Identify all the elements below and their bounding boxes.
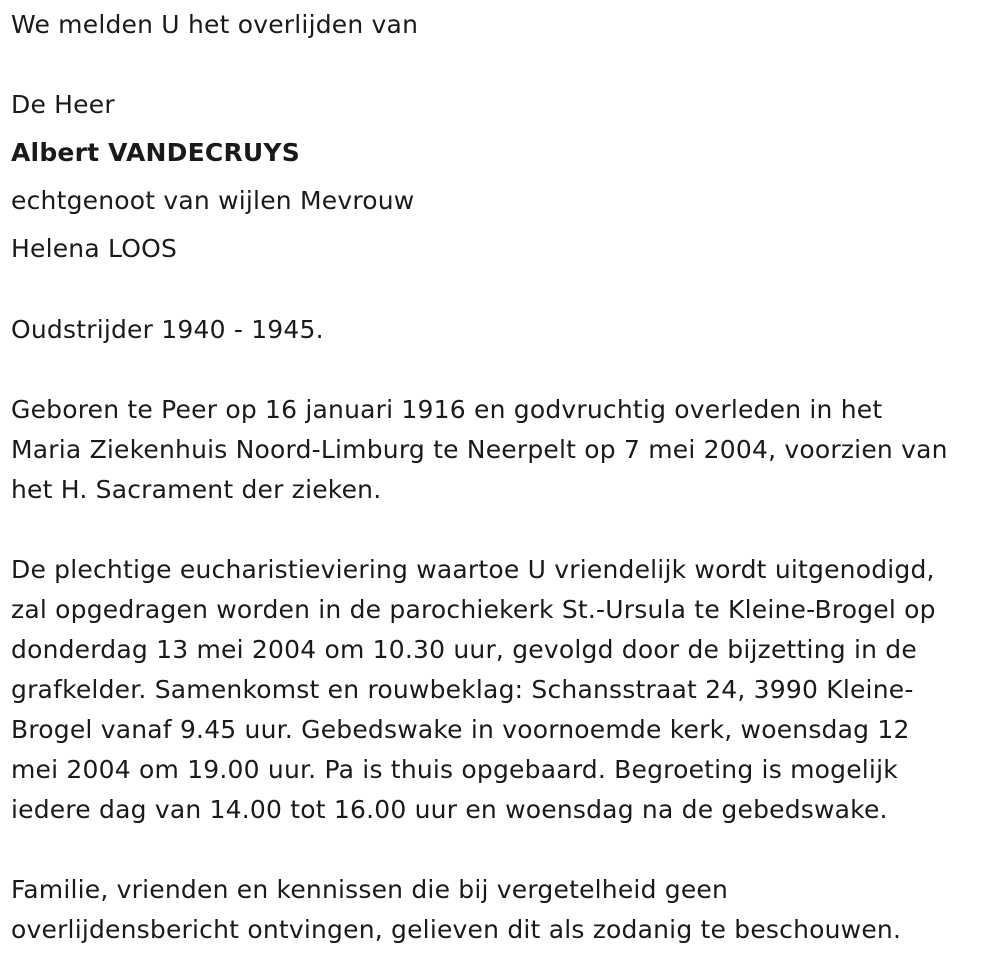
paragraph-line: het H. Sacrament der zieken.	[11, 475, 382, 504]
paragraph-line: iedere dag van 14.00 tot 16.00 uur en woensdag na de gebedswake.	[11, 795, 888, 824]
paragraph-line: zal opgedragen worden in de parochiekerk St.-Ursula te Kleine-Brogel op	[11, 595, 936, 624]
veteran-text: Oudstrijder 1940 - 1945.	[11, 315, 324, 344]
spouse-line: echtgenoot van wijlen Mevrouw	[11, 186, 415, 215]
paragraph-line: Familie, vrienden en kennissen die bij vergetelheid geen	[11, 875, 729, 904]
paragraph-line: Brogel vanaf 9.45 uur. Gebedswake in voornoemde kerk, woensdag 12	[11, 715, 910, 744]
salutation: De Heer	[11, 90, 115, 119]
paragraph-line: grafkelder. Samenkomst en rouwbeklag: Schansstraat 24, 3990 Kleine-	[11, 675, 914, 704]
paragraph-line: Maria Ziekenhuis Noord-Limburg te Neerpelt op 7 mei 2004, voorzien van	[11, 435, 948, 464]
spouse-name: Helena LOOS	[11, 234, 178, 263]
intro-text: We melden U het overlijden van	[11, 10, 419, 39]
paragraph-line: Geboren te Peer op 16 januari 1916 en godvruchtig overleden in het	[11, 395, 883, 424]
paragraph-line: donderdag 13 mei 2004 om 10.30 uur, gevolgd door de bijzetting in de	[11, 635, 917, 664]
deceased-name: Albert VANDECRUYS	[11, 138, 300, 167]
paragraph-line: overlijdensbericht ontvingen, gelieven dit als zodanig te beschouwen.	[11, 915, 902, 944]
paragraph-line: mei 2004 om 19.00 uur. Pa is thuis opgebaard. Begroeting is mogelijk	[11, 755, 898, 784]
paragraph-line: De plechtige eucharistieviering waartoe U vriendelijk wordt uitgenodigd,	[11, 555, 935, 584]
